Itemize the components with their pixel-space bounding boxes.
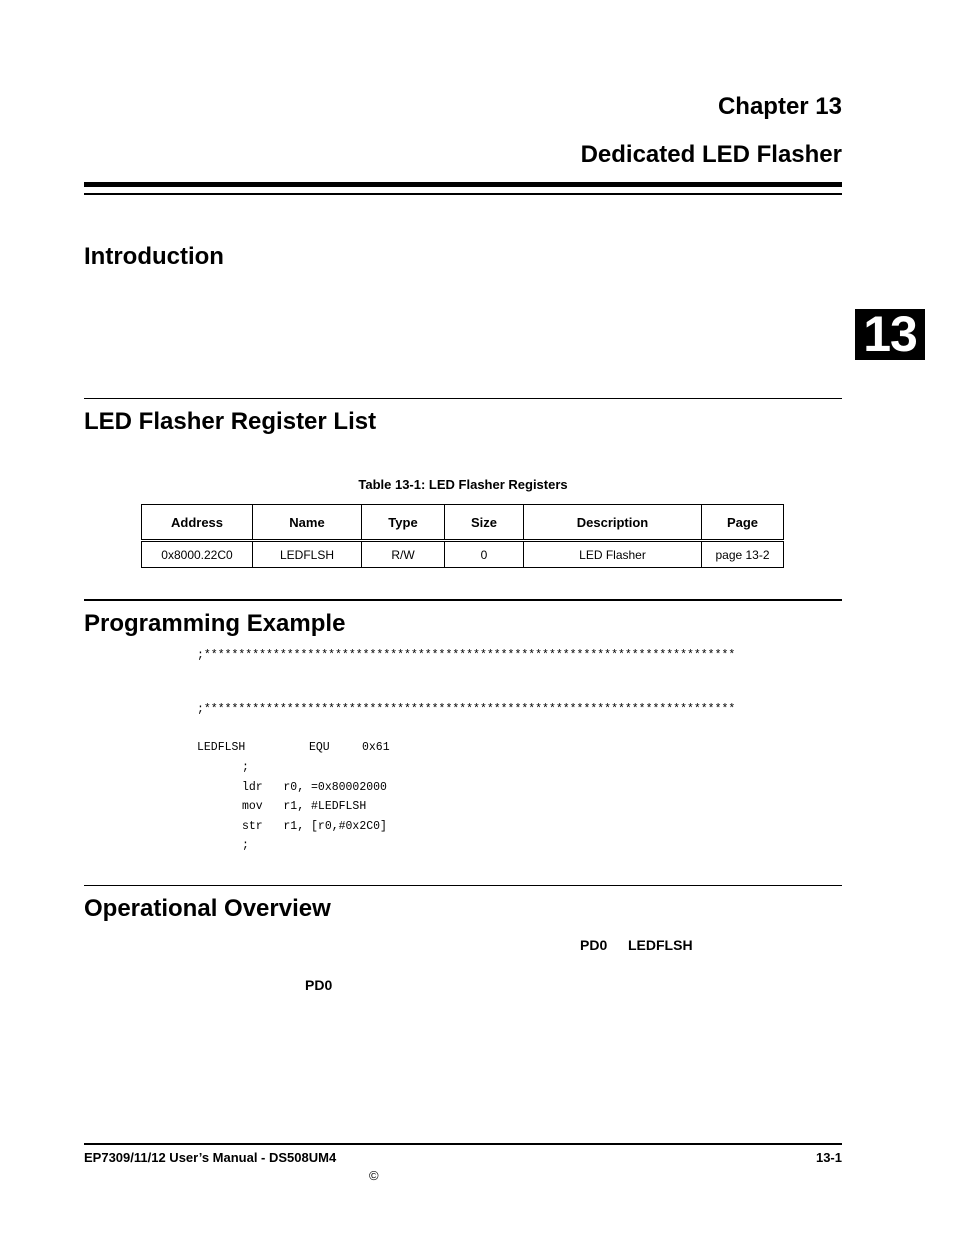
col-size: Size (445, 505, 524, 541)
footer-copyright: © (369, 1168, 379, 1183)
section-divider (84, 599, 842, 601)
code-comment-stars: ;***************************************************************************** (197, 703, 736, 716)
header-rule-thin (84, 193, 842, 195)
register-table (141, 504, 784, 568)
overview-pd0: PD0 (305, 977, 333, 993)
overview-pd0: PD0 (580, 937, 608, 953)
section-register-list: LED Flasher Register List (84, 408, 377, 435)
section-divider (84, 885, 842, 886)
cell-size: 0 (445, 541, 524, 568)
col-name: Name (253, 505, 362, 541)
table-caption: Table 13-1: LED Flasher Registers (358, 477, 568, 492)
cell-type: R/W (362, 541, 445, 568)
code-line: ; (242, 839, 249, 852)
header-rule-thick (84, 182, 842, 187)
table-header-row (142, 505, 784, 541)
table-row (142, 541, 784, 568)
chapter-title: Dedicated LED Flasher (580, 141, 842, 168)
chapter-number: Chapter 13 (717, 93, 842, 120)
footer-page-number: 13-1 (815, 1150, 842, 1165)
footer-manual-title: EP7309/11/12 User’s Manual - DS508UM4 (84, 1150, 337, 1165)
code-line: ; (242, 761, 249, 774)
code-equ-value: 0x61 (362, 741, 390, 754)
chapter-tab: 13 (855, 309, 925, 360)
cell-page: page 13-2 (702, 541, 784, 568)
cell-address: 0x8000.22C0 (142, 541, 253, 568)
code-line: mov r1, #LEDFLSH (242, 800, 367, 813)
col-page: Page (702, 505, 784, 541)
cell-description: LED Flasher (524, 541, 702, 568)
code-comment-stars: ;***************************************************************************** (197, 649, 736, 662)
col-address: Address (142, 505, 253, 541)
col-type: Type (362, 505, 445, 541)
code-line: ldr r0, =0x80002000 (242, 781, 387, 794)
footer-rule (84, 1143, 842, 1145)
section-programming-example: Programming Example (84, 610, 346, 637)
col-description: Description (524, 505, 702, 541)
code-equ-label: LEDFLSH (197, 741, 246, 754)
code-equ-op: EQU (309, 741, 330, 754)
cell-name: LEDFLSH (253, 541, 362, 568)
section-operational-overview: Operational Overview (84, 895, 331, 922)
code-line: str r1, [r0,#0x2C0] (242, 820, 387, 833)
section-introduction: Introduction (84, 243, 224, 270)
overview-ledflsh: LEDFLSH (628, 937, 693, 953)
section-divider (84, 398, 842, 399)
